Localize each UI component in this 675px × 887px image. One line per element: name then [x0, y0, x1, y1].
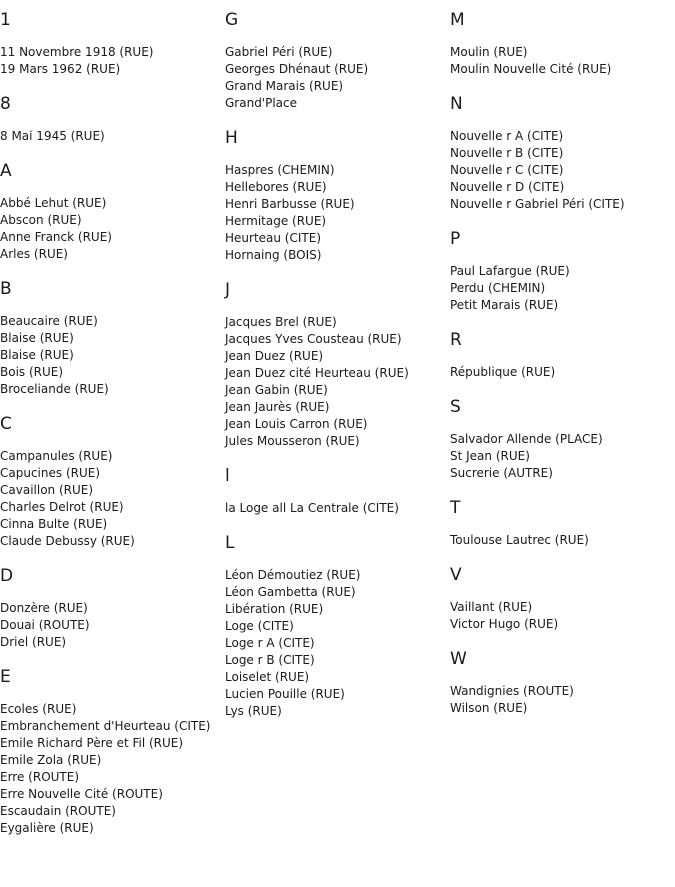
street-list: [450, 683, 675, 717]
street-item: Charles Delrot (RUE): [0, 500, 124, 514]
street-item: Henri Barbusse (RUE): [225, 197, 355, 211]
street-item: Hellebores (RUE): [225, 180, 327, 194]
street-item: Driel (RUE): [0, 635, 67, 649]
street-item: Campanules (RUE): [0, 449, 113, 463]
street-item: Abscon (RUE): [0, 213, 82, 227]
letter-heading: W: [450, 649, 467, 669]
letter-section-a: [0, 160, 225, 263]
street-list: [450, 44, 675, 78]
street-item: Sucrerie (AUTRE): [450, 466, 553, 480]
street-item: 19 Mars 1962 (RUE): [0, 62, 121, 76]
letter-heading: N: [450, 94, 463, 114]
street-item: Wandignies (ROUTE): [450, 684, 574, 698]
street-item: 11 Novembre 1918 (RUE): [0, 45, 154, 59]
street-list: [225, 500, 450, 517]
street-item: Beaucaire (RUE): [0, 314, 98, 328]
street-item: Jean Duez (RUE): [225, 349, 324, 363]
directory-column-2: [225, 9, 450, 735]
letter-section-e: [0, 666, 225, 837]
street-list: [450, 599, 675, 633]
street-item: République (RUE): [450, 365, 556, 379]
letter-heading: C: [0, 414, 12, 434]
street-item: Donzère (RUE): [0, 601, 88, 615]
street-item: Blaise (RUE): [0, 348, 74, 362]
street-item: Bois (RUE): [0, 365, 64, 379]
letter-heading: V: [450, 565, 462, 585]
letter-section-m: [450, 9, 675, 78]
letter-heading: P: [450, 229, 461, 249]
street-item: Jean Jaurès (RUE): [225, 400, 330, 414]
street-item: Léon Gambetta (RUE): [225, 585, 356, 599]
street-item: Douai (ROUTE): [0, 618, 90, 632]
street-item: St Jean (RUE): [450, 449, 530, 463]
directory-column-3: [450, 9, 675, 732]
street-item: Loge (CITE): [225, 619, 294, 633]
letter-section-p: [450, 228, 675, 314]
street-item: Paul Lafargue (RUE): [450, 264, 570, 278]
street-item: Wilson (RUE): [450, 701, 528, 715]
street-item: Perdu (CHEMIN): [450, 281, 546, 295]
street-item: 8 Mai 1945 (RUE): [0, 129, 105, 143]
letter-heading: E: [0, 667, 11, 687]
letter-heading: l: [225, 466, 230, 486]
letter-heading: 8: [0, 94, 11, 114]
letter-section-j: [225, 279, 450, 450]
street-list: [0, 448, 225, 550]
street-item: Grand Marais (RUE): [225, 79, 344, 93]
street-item: Erre (ROUTE): [0, 770, 80, 784]
street-list: [0, 600, 225, 651]
street-item: Nouvelle r Gabriel Péri (CITE): [450, 197, 625, 211]
street-item: Moulin Nouvelle Cité (RUE): [450, 62, 612, 76]
street-list: [450, 364, 675, 381]
letter-heading: M: [450, 10, 465, 30]
street-item: Ecoles (RUE): [0, 702, 77, 716]
street-item: Lys (RUE): [225, 704, 282, 718]
street-list: [225, 567, 450, 720]
letter-section-d: [0, 565, 225, 651]
street-list: [450, 263, 675, 314]
letter-section-l: [225, 465, 450, 517]
letter-section-t: [450, 497, 675, 549]
street-item: Embranchement d'Heurteau (CITE): [0, 719, 211, 733]
letter-heading: G: [225, 10, 239, 30]
street-item: Lucien Pouille (RUE): [225, 687, 345, 701]
street-item: Victor Hugo (RUE): [450, 617, 559, 631]
street-item: Vaillant (RUE): [450, 600, 533, 614]
letter-heading: J: [225, 280, 231, 300]
letter-section-8: [0, 93, 225, 145]
street-item: Capucines (RUE): [0, 466, 101, 480]
street-item: Eygalière (RUE): [0, 821, 94, 835]
letter-heading: S: [450, 397, 461, 417]
street-list: [225, 314, 450, 450]
street-item: Arles (RUE): [0, 247, 68, 261]
street-item: Petit Marais (RUE): [450, 298, 559, 312]
street-list: [225, 44, 450, 112]
street-item: Jean Duez cité Heurteau (RUE): [225, 366, 409, 380]
street-list: [450, 128, 675, 213]
street-item: Nouvelle r D (CITE): [450, 180, 565, 194]
letter-heading: L: [225, 533, 235, 553]
street-item: Erre Nouvelle Cité (ROUTE): [0, 787, 163, 801]
street-item: Claude Debussy (RUE): [0, 534, 135, 548]
letter-heading: R: [450, 330, 462, 350]
letter-heading: H: [225, 128, 238, 148]
directory-column-1: [0, 9, 225, 852]
letter-section-h: [225, 127, 450, 264]
letter-section-g: [225, 9, 450, 112]
street-item: Nouvelle r C (CITE): [450, 163, 564, 177]
street-list: [0, 44, 225, 78]
letter-section-s: [450, 396, 675, 482]
street-item: la Loge all La Centrale (CITE): [225, 501, 399, 515]
street-item: Salvador Allende (PLACE): [450, 432, 603, 446]
letter-section-r: [450, 329, 675, 381]
street-item: Loge r A (CITE): [225, 636, 315, 650]
letter-section-w: [450, 648, 675, 717]
street-item: Jacques Brel (RUE): [225, 315, 337, 329]
street-item: Cinna Bulte (RUE): [0, 517, 108, 531]
street-item: Georges Dhénaut (RUE): [225, 62, 369, 76]
street-item: Blaise (RUE): [0, 331, 74, 345]
street-item: Heurteau (CITE): [225, 231, 321, 245]
street-item: Cavaillon (RUE): [0, 483, 94, 497]
street-item: Jean Louis Carron (RUE): [225, 417, 368, 431]
street-item: Jean Gabin (RUE): [225, 383, 328, 397]
letter-heading: D: [0, 566, 14, 586]
letter-section-c: [0, 413, 225, 550]
street-item: Loiselet (RUE): [225, 670, 310, 684]
street-item: Toulouse Lautrec (RUE): [450, 533, 589, 547]
letter-heading: 1: [0, 10, 11, 30]
street-item: Anne Franck (RUE): [0, 230, 112, 244]
street-item: Nouvelle r A (CITE): [450, 129, 564, 143]
street-item: Libération (RUE): [225, 602, 324, 616]
letter-section-1: [0, 9, 225, 78]
street-item: Moulin (RUE): [450, 45, 528, 59]
street-list: [0, 701, 225, 837]
street-item: Grand'Place: [225, 96, 298, 110]
street-item: Jacques Yves Cousteau (RUE): [225, 332, 402, 346]
street-list: [450, 532, 675, 549]
letter-section-b: [0, 278, 225, 398]
street-item: Escaudain (ROUTE): [0, 804, 116, 818]
street-item: Gabriel Péri (RUE): [225, 45, 333, 59]
street-list: [0, 313, 225, 398]
street-item: Abbé Lehut (RUE): [0, 196, 107, 210]
street-item: Haspres (CHEMIN): [225, 163, 335, 177]
street-item: Broceliande (RUE): [0, 382, 109, 396]
letter-heading: A: [0, 161, 12, 181]
letter-section-v: [450, 564, 675, 633]
street-item: Jules Mousseron (RUE): [225, 434, 360, 448]
street-item: Emile Zola (RUE): [0, 753, 102, 767]
street-list: [450, 431, 675, 482]
street-list: [225, 162, 450, 264]
street-item: Loge r B (CITE): [225, 653, 315, 667]
street-item: Nouvelle r B (CITE): [450, 146, 564, 160]
letter-section-l: [225, 532, 450, 720]
letter-heading: T: [450, 498, 461, 518]
street-item: Léon Démoutiez (RUE): [225, 568, 361, 582]
letter-heading: B: [0, 279, 12, 299]
street-list: [0, 128, 225, 145]
street-list: [0, 195, 225, 263]
letter-section-n: [450, 93, 675, 213]
street-item: Hornaing (BOIS): [225, 248, 322, 262]
street-item: Hermitage (RUE): [225, 214, 327, 228]
street-item: Emile Richard Père et Fil (RUE): [0, 736, 184, 750]
